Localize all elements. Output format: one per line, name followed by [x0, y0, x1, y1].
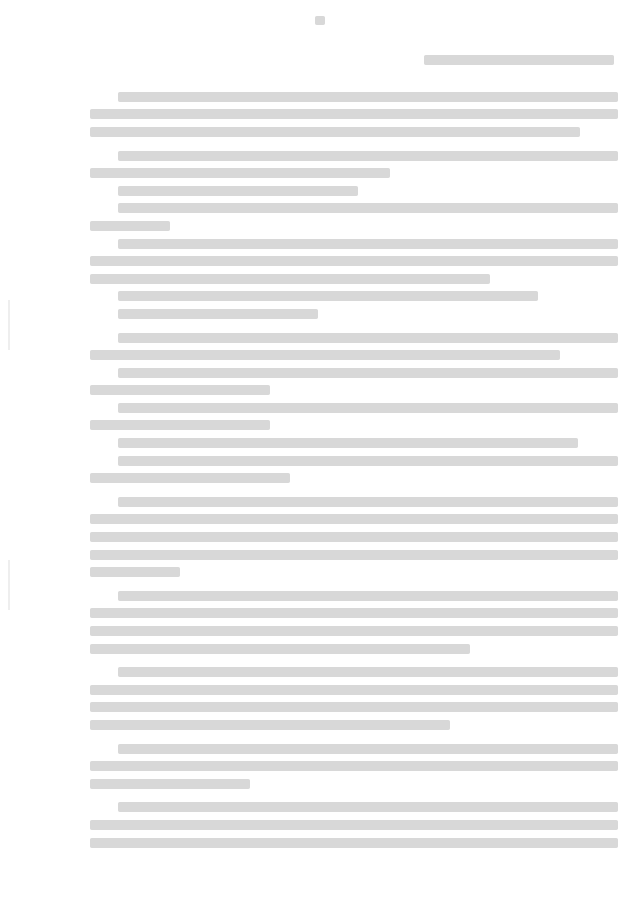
text-line	[90, 699, 618, 717]
text-line	[90, 288, 618, 306]
text-line	[90, 799, 618, 817]
text-line	[90, 217, 618, 235]
text-line	[90, 364, 618, 382]
text-line	[90, 469, 618, 487]
text-line	[90, 816, 618, 834]
text-line	[90, 716, 618, 734]
text-line	[90, 182, 618, 200]
text-line	[90, 164, 618, 182]
text-line	[90, 123, 618, 141]
text-line	[90, 434, 618, 452]
text-line	[90, 511, 618, 529]
text-line	[90, 622, 618, 640]
text-line	[90, 605, 618, 623]
text-line	[90, 305, 618, 323]
text-line	[90, 493, 618, 511]
text-line	[90, 417, 618, 435]
text-line	[90, 663, 618, 681]
text-line	[90, 587, 618, 605]
text-line	[90, 452, 618, 470]
text-line	[90, 106, 618, 124]
text-line	[90, 235, 618, 253]
text-line	[90, 270, 618, 288]
text-line	[90, 200, 618, 218]
text-line	[90, 88, 618, 106]
text-line	[90, 681, 618, 699]
text-line	[90, 834, 618, 852]
text-line	[90, 775, 618, 793]
margin-mark	[8, 560, 10, 610]
text-line	[90, 563, 618, 581]
document-body	[90, 88, 618, 851]
text-line	[90, 640, 618, 658]
text-line	[90, 528, 618, 546]
text-line	[90, 757, 618, 775]
text-line	[90, 346, 618, 364]
appendix-note	[404, 52, 614, 68]
text-line	[90, 147, 618, 165]
text-line	[90, 740, 618, 758]
text-line	[90, 329, 618, 347]
text-line	[90, 546, 618, 564]
margin-mark	[8, 300, 10, 350]
text-line	[90, 382, 618, 400]
text-line	[90, 252, 618, 270]
page-number	[300, 12, 340, 28]
text-line	[90, 399, 618, 417]
